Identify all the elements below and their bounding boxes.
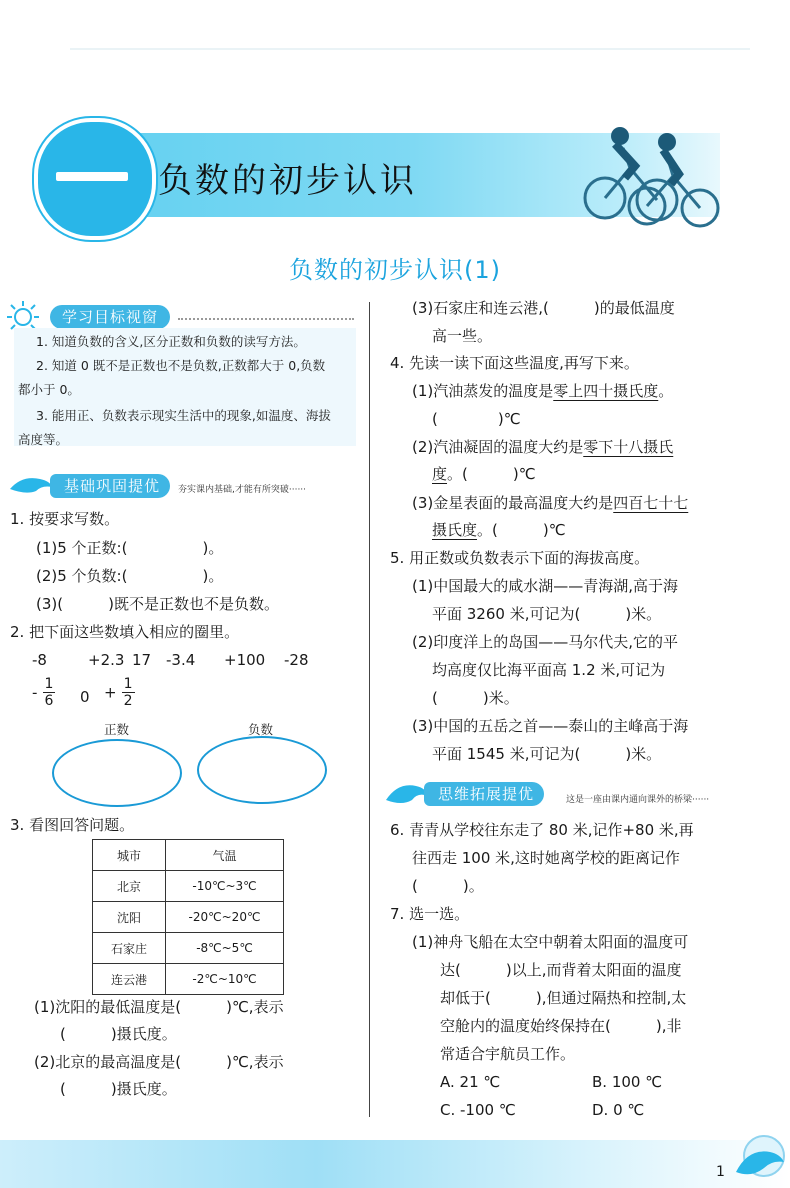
table-cell: -2℃~10℃ xyxy=(166,964,284,995)
fraction-sign: + xyxy=(104,683,117,702)
option-d: D. 0 ℃ xyxy=(592,1101,645,1119)
question-4-part-2-cont xyxy=(432,464,536,484)
question-6-line-2: 往西走 100 米,这时她离学校的距离记作 xyxy=(412,849,680,867)
q4-part-2-text: (2)汽油凝固的温度大约是 xyxy=(412,438,584,456)
question-5-part-2-blank: ( )米。 xyxy=(432,689,519,707)
question-4-part-3-cont xyxy=(432,520,566,540)
temperature-table xyxy=(92,839,284,995)
lesson-title: 负数的初步认识(1) xyxy=(289,256,501,284)
number-item: +100 xyxy=(224,651,266,669)
fraction-plus-one-half xyxy=(104,676,135,716)
question-4-part-2 xyxy=(412,437,673,457)
goal-item: 2. 知道 0 既不是正数也不是负数,正数都大于 0,负数 xyxy=(36,358,326,373)
fraction-minus-one-sixth xyxy=(32,676,55,716)
question-4-part-3 xyxy=(412,493,688,513)
question-7-line-1: (1)神舟飞船在太空中朝着太阳面的温度可 xyxy=(412,933,689,951)
goals-section-title: 学习目标视窗 xyxy=(50,305,170,329)
question-3-stem: 3. 看图回答问题。 xyxy=(10,816,135,834)
positive-circle-label: 正数 xyxy=(104,722,130,737)
number-item: 0 xyxy=(80,688,90,706)
negative-circle-label: 负数 xyxy=(248,722,274,737)
extend-section-title: 思维拓展提优 xyxy=(424,782,544,806)
question-5-part-1: (1)中国最大的咸水湖——青海湖,高于海 xyxy=(412,577,679,595)
q4-part-1-end: 。 xyxy=(658,382,674,400)
goal-item: 都小于 0。 xyxy=(18,382,80,397)
negative-number-circle[interactable] xyxy=(197,736,327,804)
column-divider xyxy=(369,302,370,1117)
q4-part-3-underlined-cont: 摄氏度 xyxy=(432,521,478,539)
table-cell: 沈阳 xyxy=(93,902,166,933)
basic-section-title: 基础巩固提优 xyxy=(50,474,170,498)
chapter-title: 负数的初步认识 xyxy=(158,161,417,201)
question-5-part-1-cont: 平面 3260 米,可记为( )米。 xyxy=(432,605,662,623)
table-row xyxy=(93,933,284,964)
q4-part-2-blank: 。( )℃ xyxy=(447,465,536,483)
goal-item: 高度等。 xyxy=(18,432,69,447)
question-3-part-3-cont: 高一些。 xyxy=(432,327,493,345)
table-header-row xyxy=(93,840,284,871)
table-cell: 北京 xyxy=(93,871,166,902)
question-4-stem: 4. 先读一读下面这些温度,再写下来。 xyxy=(390,354,639,372)
question-4-part-1-blank: ( )℃ xyxy=(432,410,521,428)
question-1-part-3: (3)( )既不是正数也不是负数。 xyxy=(36,595,279,613)
table-row xyxy=(93,871,284,902)
table-cell: -8℃~5℃ xyxy=(166,933,284,964)
option-a: A. 21 ℃ xyxy=(440,1073,501,1091)
table-cell: 连云港 xyxy=(93,964,166,995)
goals-dotted-line xyxy=(178,317,354,320)
table-header: 城市 xyxy=(93,840,166,871)
q4-part-1-underlined: 零上四十摄氏度 xyxy=(553,382,659,400)
fraction-numerator: 1 xyxy=(44,676,54,692)
question-7-stem: 7. 选一选。 xyxy=(390,905,470,923)
question-7-line-4: 空舱内的温度始终保持在( ),非 xyxy=(440,1017,682,1035)
q4-part-3-blank: 。( )℃ xyxy=(477,521,566,539)
fraction-numerator: 1 xyxy=(123,676,133,692)
table-cell: -10℃~3℃ xyxy=(166,871,284,902)
number-item: +2.3 xyxy=(88,651,125,669)
number-item: -3.4 xyxy=(166,651,196,669)
option-b: B. 100 ℃ xyxy=(592,1073,663,1091)
question-5-part-3-cont: 平面 1545 米,可记为( )米。 xyxy=(432,745,662,763)
number-item: -8 xyxy=(32,651,47,669)
question-5-stem: 5. 用正数或负数表示下面的海拔高度。 xyxy=(390,549,650,567)
goal-item: 1. 知道负数的含义,区分正数和负数的读写方法。 xyxy=(36,334,306,349)
table-row xyxy=(93,964,284,995)
bottom-wave-band xyxy=(0,1140,790,1188)
q4-part-3-text: (3)金星表面的最高温度大约是 xyxy=(412,494,614,512)
fraction-denominator: 6 xyxy=(44,693,54,709)
question-1-part-1: (1)5 个正数:( )。 xyxy=(36,539,224,557)
question-7-line-2: 达( )以上,而背着太阳面的温度 xyxy=(440,961,682,979)
question-7-line-5: 常适合宇航员工作。 xyxy=(440,1045,576,1063)
q4-part-2-underlined-cont: 度 xyxy=(432,465,448,483)
question-5-part-3: (3)中国的五岳之首——泰山的主峰高于海 xyxy=(412,717,689,735)
positive-number-circle[interactable] xyxy=(52,739,182,807)
question-4-part-1 xyxy=(412,381,673,401)
table-cell: 石家庄 xyxy=(93,933,166,964)
page-number: 1 xyxy=(716,1164,725,1180)
extend-section-tagline: 这是一座由课内通向课外的桥梁······ xyxy=(566,795,710,805)
cyclists-illustration xyxy=(575,118,725,228)
question-2-stem: 2. 把下面这些数填入相应的圈里。 xyxy=(10,623,240,641)
faint-header-line xyxy=(70,48,750,50)
question-1-part-2: (2)5 个负数:( )。 xyxy=(36,567,224,585)
table-cell: -20℃~20℃ xyxy=(166,902,284,933)
question-3-part-2: (2)北京的最高温度是( )℃,表示 xyxy=(34,1053,284,1071)
question-6-line-1: 6. 青青从学校往东走了 80 米,记作+80 米,再 xyxy=(390,821,694,839)
question-1-stem: 1. 按要求写数。 xyxy=(10,510,120,528)
basic-section-tagline: 夯实课内基础,才能有所突破······ xyxy=(178,485,307,495)
fraction-denominator: 2 xyxy=(123,693,133,709)
question-3-part-3: (3)石家庄和连云港,( )的最低温度 xyxy=(412,299,675,317)
table-row xyxy=(93,902,284,933)
question-3-part-1-cont: ( )摄氏度。 xyxy=(60,1025,177,1043)
question-5-part-2: (2)印度洋上的岛国——马尔代夫,它的平 xyxy=(412,633,679,651)
question-6-line-3: ( )。 xyxy=(412,877,484,895)
goal-item: 3. 能用正、负数表示现实生活中的现象,如温度、海拔 xyxy=(36,408,331,423)
number-item: 17 xyxy=(132,651,152,669)
dolphin-icon xyxy=(8,471,54,497)
question-3-part-2-cont: ( )摄氏度。 xyxy=(60,1080,177,1098)
question-3-part-1: (1)沈阳的最低温度是( )℃,表示 xyxy=(34,998,284,1016)
q4-part-1-text: (1)汽油蒸发的温度是 xyxy=(412,382,554,400)
number-item: -28 xyxy=(284,651,309,669)
dolphin-mascot-icon xyxy=(728,1134,788,1184)
option-c: C. -100 ℃ xyxy=(440,1101,516,1119)
q4-part-2-underlined: 零下十八摄氏 xyxy=(583,438,674,456)
q4-part-3-underlined: 四百七十七 xyxy=(613,494,689,512)
fraction-sign: - xyxy=(32,683,38,702)
question-5-part-2-cont: 均高度仅比海平面高 1.2 米,可记为 xyxy=(432,661,666,679)
chapter-numeral xyxy=(56,172,128,181)
question-7-line-3: 却低于( ),但通过隔热和控制,太 xyxy=(440,989,687,1007)
table-header: 气温 xyxy=(166,840,284,871)
